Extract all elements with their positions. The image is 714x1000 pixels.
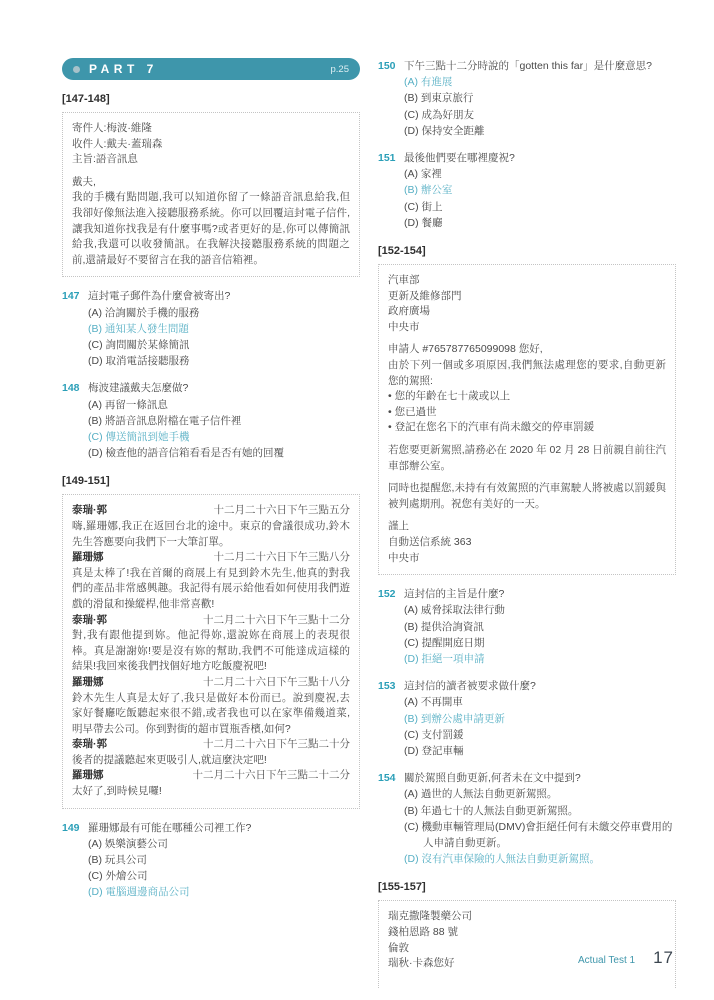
question-number: 148 [62, 382, 80, 395]
question-150 [378, 58, 676, 139]
right-column [378, 58, 676, 988]
question-text: 最後他們要在哪裡慶祝? [404, 152, 515, 165]
question-number: 150 [378, 60, 396, 72]
question-number: 151 [378, 152, 396, 165]
address-line: 中央市 [388, 320, 420, 333]
option-c: (C) 成為好朋友 [404, 108, 474, 121]
passage-range-152-154: [152-154] [378, 245, 426, 258]
question-text: 羅珊娜最有可能在哪種公司裡工作? [88, 821, 252, 834]
question-number: 147 [62, 290, 80, 303]
option-a: (A) 過世的人無法自動更新駕照。 [404, 788, 558, 801]
footer-page-number: 17 [653, 948, 674, 967]
option-b: (B) 將語音訊息附檔在電子信件裡 [88, 414, 242, 427]
chat-message [72, 550, 350, 612]
address-line: 政府廣場 [388, 305, 430, 318]
chat-text: 對,我有跟他提到妳。他記得妳,還說妳在商展上的表現很棒。真是謝謝妳!要是沒有妳的幫助,我們不可能達成這樣的結果!我回來後我們找個好地方吃飯慶祝吧! [72, 629, 350, 673]
chat-sender: 羅珊娜 [72, 769, 104, 782]
chat-text: 嗨,羅珊娜,我正在返回台北的途中。東京的會議很成功,鈴木先生答應要向我們下一大筆訂單。 [72, 519, 350, 548]
question-number: 154 [378, 772, 396, 785]
sender-address [388, 273, 666, 335]
left-column [62, 58, 360, 988]
question-148 [62, 380, 360, 461]
pharma-letter-passage [378, 900, 676, 987]
option-b: (B) 年過七十的人無法自動更新駕照。 [404, 804, 579, 817]
letter-reminder: 同時也提醒您,未持有有效駕照的汽車駕駛人將被處以罰鍰與被判處期刑。祝您有美好的一天。 [388, 482, 666, 510]
option-c: (C) 詢問關於某條簡訊 [88, 338, 190, 351]
letter-city: 中央市 [388, 551, 420, 564]
option-a: (A) 再留一條訊息 [88, 398, 168, 411]
chat-text: 鈴木先生人真是太好了,我只是做好本份而已。說到慶祝,去家好餐廳吃飯聽起來很不錯,或者我也可以在家準備幾道菜,明早帶去公司。你到對街的超市買瓶香檳,如何? [72, 691, 350, 735]
chat-timestamp: 十二月二十六日下午三點八分 [213, 551, 350, 564]
chat-timestamp: 十二月二十六日下午三點二十分 [203, 738, 350, 751]
chat-message [72, 503, 350, 550]
reason-bullet: • 登記在您名下的汽車有尚未繳交的停車罰鍰 [388, 420, 666, 436]
option-d-answer: (D) 電腦週邊商品公司 [88, 886, 190, 899]
option-d: (D) 保持安全距離 [404, 124, 485, 137]
email-from: 寄件人:梅波·維隆 [72, 122, 152, 134]
dmv-letter-passage [378, 264, 676, 575]
option-b: (B) 玩具公司 [88, 854, 147, 867]
chat-sender: 泰瑞·郭 [72, 613, 107, 626]
chat-text: 真是太棒了!我在首爾的商展上有見到鈴木先生,他真的對我們的產品非常感興趣。我記得有展示給他看如何使用我們遊戲的滑鼠和操縱桿,他非常喜歡! [72, 566, 350, 610]
letter-line: 錢柏恩路 88 號 [388, 925, 459, 938]
question-number: 149 [62, 821, 80, 834]
letter-deadline: 若您要更新駕照,請務必在 2020 年 02 月 28 日前親自前往汽車部辦公室。 [388, 443, 666, 472]
chat-message [72, 675, 350, 737]
question-number: 152 [378, 588, 396, 601]
question-154 [378, 770, 676, 867]
question-text: 這封電子郵件為什麼會被寄出? [88, 290, 231, 303]
part-title: PART 7 [89, 62, 158, 76]
chat-sender: 羅珊娜 [72, 675, 104, 688]
letter-intro: 由於下列一個或多項原因,我們無法處理您的要求,自動更新您的駕照: [388, 359, 666, 387]
email-passage [62, 112, 360, 277]
email-body: 我的手機有點問題,我可以知道你留了一條語音訊息給我,但我卻好像無法進入接聽服務系統。你可以回覆這封電子信件,讓我知道你找我是有什麼事嗎?或者更好的是,你可以傳簡訊給我,我還可以收發簡訊。在我解決接聽服務系統的問題之前,還請最好不要留言在我的語音信箱裡。 [72, 191, 350, 266]
chat-text: 太好了,到時候見囉! [72, 785, 162, 798]
letter-line: 瑞秋·卡森您好 [388, 957, 455, 970]
passage-range-149-151: [149-151] [62, 475, 110, 488]
option-b-answer: (B) 通知某人發生問題 [88, 322, 189, 335]
option-d-answer: (D) 沒有汽車保險的人無法自動更新駕照。 [404, 853, 600, 866]
page-reference: p.25 [330, 63, 349, 75]
option-c: (C) 外燴公司 [88, 870, 148, 883]
option-a: (A) 娛樂演藝公司 [88, 837, 168, 850]
option-b-answer: (B) 辦公室 [404, 184, 453, 197]
chat-passage [62, 494, 360, 808]
option-a: (A) 不再開車 [404, 696, 463, 709]
chat-sender: 泰瑞·郭 [72, 504, 107, 517]
option-d: (D) 登記車輛 [404, 744, 464, 757]
question-number: 153 [378, 680, 396, 693]
option-d: (D) 取消電話接聽服務 [88, 355, 190, 368]
address-line: 更新及維修部門 [388, 289, 462, 302]
chat-timestamp: 十二月二十六日下午三點十八分 [203, 675, 350, 688]
option-d: (D) 餐廳 [404, 216, 443, 229]
option-a-answer: (A) 有進展 [404, 76, 453, 89]
question-text: 梅波建議戴夫怎麼做? [88, 382, 189, 395]
chat-timestamp: 十二月二十六日下午三點十二分 [203, 613, 350, 626]
question-153 [378, 678, 676, 759]
letter-sender: 自動送信系統 363 [388, 535, 472, 548]
option-c: (C) 街上 [404, 200, 443, 213]
question-text: 下午三點十二分時說的「gotten this far」是什麼意思? [404, 60, 652, 72]
chat-sender: 羅珊娜 [72, 551, 104, 564]
question-151 [378, 150, 676, 231]
chat-message [72, 613, 350, 675]
option-a: (A) 家裡 [404, 168, 442, 181]
option-c: (C) 機動車輛管理局(DMV)會拒絕任何有未繳交停車費用的人申請自動更新。 [404, 820, 673, 849]
passage-range-155-157: [155-157] [378, 881, 426, 894]
question-text: 這封信的主旨是什麼? [404, 588, 505, 601]
chat-timestamp: 十二月二十六日下午三點五分 [213, 504, 350, 517]
option-c: (C) 提醒開庭日期 [404, 636, 485, 649]
question-152 [378, 586, 676, 667]
passage-range-147-148: [147-148] [62, 93, 110, 105]
chat-message [72, 737, 350, 768]
option-d-answer: (D) 拒絕一項申請 [404, 652, 485, 665]
option-a: (A) 威脅採取法律行動 [404, 604, 505, 617]
letter-line: 倫敦 [388, 941, 409, 954]
letter-salutation: 申請人 #765787765099098 您好, [388, 343, 543, 356]
page-footer [578, 948, 674, 968]
chat-timestamp: 十二月二十六日下午三點二十二分 [192, 769, 350, 782]
part-header [62, 58, 360, 80]
option-a: (A) 洽詢關於手機的服務 [88, 306, 200, 319]
bullet-icon [73, 66, 80, 73]
letter-closing: 謹上 [388, 520, 409, 533]
option-b-answer: (B) 到辦公處申請更新 [404, 712, 505, 725]
reason-bullet: • 您的年齡在七十歲或以上 [388, 389, 666, 405]
option-d: (D) 檢查他的語音信箱看看是否有她的回覆 [88, 447, 284, 460]
email-greeting: 戴夫, [72, 175, 96, 188]
option-c-answer: (C) 傳送簡訊到她手機 [88, 430, 190, 443]
letter-line: 瑞克撒隆製藥公司 [388, 910, 472, 923]
question-text: 這封信的讀者被要求做什麼? [404, 680, 536, 693]
question-text: 關於駕照自動更新,何者未在文中提到? [404, 772, 581, 785]
address-line: 汽車部 [388, 274, 420, 287]
option-c: (C) 支付罰鍰 [404, 728, 464, 741]
option-b: (B) 到東京旅行 [404, 92, 474, 105]
question-147 [62, 288, 360, 369]
email-subject: 主旨:語音訊息 [72, 153, 138, 166]
footer-test-name: Actual Test 1 [578, 955, 636, 966]
reason-bullet: • 您已過世 [388, 405, 666, 421]
chat-text: 後者的提議聽起來更吸引人,就這麼決定吧! [72, 753, 267, 766]
option-b: (B) 提供洽詢資訊 [404, 620, 484, 633]
chat-message [72, 768, 350, 799]
email-to: 收件人:戴夫·蓋瑞森 [72, 137, 163, 150]
chat-sender: 泰瑞·郭 [72, 738, 107, 751]
question-149 [62, 820, 360, 901]
